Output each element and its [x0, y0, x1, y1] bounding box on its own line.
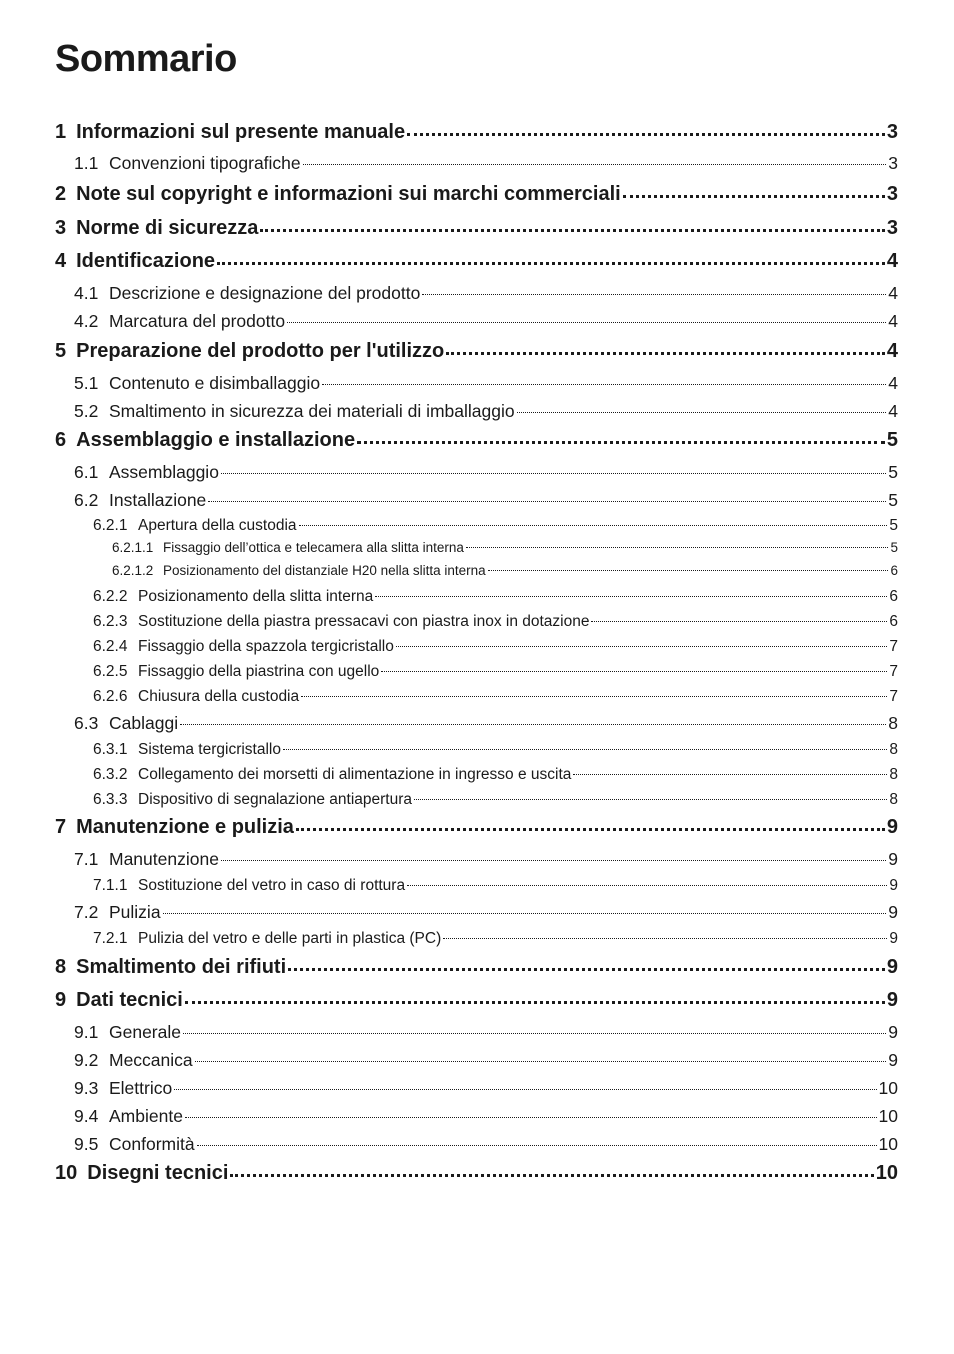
- toc-page-number: 9: [888, 848, 898, 869]
- toc-page-number: 3: [888, 152, 898, 173]
- toc-entry[interactable]: [55, 813, 898, 839]
- toc-number: 9.2: [74, 1049, 99, 1070]
- toc-number: 6.2.1.1: [112, 540, 154, 556]
- toc-entry[interactable]: [74, 1132, 898, 1155]
- toc-entry[interactable]: [74, 281, 898, 304]
- dot-leader: [283, 738, 887, 754]
- dot-leader: [466, 539, 889, 553]
- toc-entry[interactable]: [93, 514, 898, 535]
- toc-number: 6.2.1.2: [112, 563, 154, 579]
- toc-number: 5.2: [74, 400, 99, 421]
- dot-leader: [260, 214, 884, 234]
- toc-entry[interactable]: [93, 610, 898, 631]
- toc-page-number: 8: [888, 712, 898, 733]
- toc-title[interactable]: Identificazione: [76, 250, 216, 272]
- toc-title[interactable]: Dati tecnici: [76, 989, 183, 1011]
- toc-number: 6.1: [74, 461, 99, 482]
- dot-leader: [301, 685, 887, 701]
- dot-leader: [414, 788, 887, 804]
- toc-page-number: 4: [888, 282, 898, 303]
- toc-page-number: 5: [888, 461, 898, 482]
- toc-number: 6.2.6: [93, 687, 128, 705]
- dot-leader: [221, 460, 886, 478]
- toc-entry[interactable]: [74, 1048, 898, 1071]
- toc-entry[interactable]: [74, 488, 898, 511]
- dot-leader: [407, 874, 887, 890]
- toc-page-number: 9: [888, 901, 898, 922]
- toc-number: 7: [55, 816, 67, 838]
- toc-title[interactable]: Pulizia del vetro e delle parti in plastica (PC): [138, 929, 442, 947]
- dot-leader: [208, 488, 886, 506]
- toc-page-number: 9: [888, 1049, 898, 1070]
- toc-entry[interactable]: [74, 460, 898, 483]
- toc-title[interactable]: Dispositivo di segnalazione antiapertura: [138, 790, 412, 808]
- toc-title[interactable]: Assemblaggio: [109, 461, 219, 482]
- toc-number: 4: [55, 250, 67, 272]
- toc-title[interactable]: Manutenzione: [109, 848, 219, 869]
- toc-number: 6.2.2: [93, 587, 128, 605]
- dot-leader: [174, 1076, 876, 1094]
- toc-number: 6.2.1: [93, 516, 128, 534]
- dot-leader: [221, 847, 886, 865]
- dot-leader: [443, 927, 887, 943]
- toc-entry[interactable]: [74, 309, 898, 332]
- dot-leader: [185, 1104, 877, 1122]
- toc-title[interactable]: Convenzioni tipografiche: [109, 152, 301, 173]
- toc-page-number: 9: [886, 989, 898, 1011]
- toc-number: 9.4: [74, 1105, 99, 1126]
- toc-page-number: 8: [889, 765, 898, 783]
- dot-leader: [163, 900, 887, 918]
- dot-leader: [375, 585, 887, 601]
- dot-leader: [407, 118, 885, 138]
- toc-page-number: 6: [890, 563, 898, 579]
- toc-title[interactable]: Smaltimento in sicurezza dei materiali di imballaggio: [109, 400, 515, 421]
- dot-leader: [422, 281, 886, 299]
- toc-title[interactable]: Informazioni sul presente manuale: [76, 121, 406, 143]
- toc-title[interactable]: Posizionamento della slitta interna: [138, 587, 374, 605]
- toc-title[interactable]: Norme di sicurezza: [76, 217, 259, 239]
- toc-page-number: 8: [889, 740, 898, 758]
- dot-leader: [217, 247, 885, 267]
- toc-entry[interactable]: [74, 1104, 898, 1127]
- toc-entry[interactable]: [93, 738, 898, 759]
- toc-entry[interactable]: [55, 118, 898, 144]
- toc-entry[interactable]: [93, 788, 898, 809]
- dot-leader: [230, 1159, 873, 1179]
- toc-entry[interactable]: [93, 763, 898, 784]
- toc-page-number: 10: [878, 1105, 898, 1126]
- toc-entry[interactable]: [74, 1076, 898, 1099]
- toc-title[interactable]: Apertura della custodia: [138, 516, 297, 534]
- dot-leader: [446, 337, 885, 357]
- toc-number: 6: [55, 429, 67, 451]
- toc-number: 6.3.2: [93, 765, 128, 783]
- toc-entry[interactable]: [55, 953, 898, 979]
- toc-title[interactable]: Cablaggi: [109, 712, 179, 733]
- dot-leader: [488, 562, 889, 576]
- dot-leader: [322, 371, 886, 389]
- toc-page-number: 9: [888, 1021, 898, 1042]
- toc-page-number: 9: [889, 929, 898, 947]
- dot-leader: [197, 1132, 877, 1150]
- toc-entry[interactable]: [74, 151, 898, 174]
- toc-page-number: 10: [875, 1162, 898, 1184]
- toc-page-number: 4: [886, 250, 898, 272]
- toc-number: 7.1: [74, 848, 99, 869]
- dot-leader: [591, 610, 887, 626]
- toc-entry[interactable]: [93, 685, 898, 706]
- toc-entry[interactable]: [93, 927, 898, 948]
- toc-page-number: 6: [889, 612, 898, 630]
- toc-number: 1: [55, 121, 67, 143]
- toc-title[interactable]: Fissaggio della piastrina con ugello: [138, 662, 380, 680]
- toc-number: 7.2: [74, 901, 99, 922]
- toc-title[interactable]: Fissaggio della spazzola tergicristallo: [138, 637, 394, 655]
- dot-leader: [303, 151, 887, 169]
- toc-number: 2: [55, 183, 67, 205]
- toc-title[interactable]: Collegamento dei morsetti di alimentazione in ingresso e uscita: [138, 765, 572, 783]
- toc-page-number: 3: [886, 121, 898, 143]
- toc-title[interactable]: Descrizione e designazione del prodotto: [109, 282, 421, 303]
- toc-title[interactable]: Smaltimento dei rifiuti: [76, 956, 287, 978]
- toc-title[interactable]: Sostituzione della piastra pressacavi con piastra inox in dotazione: [138, 612, 590, 630]
- toc-entry[interactable]: [93, 660, 898, 681]
- toc-title[interactable]: Posizionamento del distanziale H20 nella slitta interna: [163, 563, 486, 579]
- dot-leader: [180, 711, 886, 729]
- toc-title[interactable]: Conformità: [109, 1133, 195, 1154]
- toc-entry[interactable]: [55, 1159, 898, 1185]
- toc-entry[interactable]: [55, 426, 898, 452]
- toc-title[interactable]: Sistema tergicristallo: [138, 740, 281, 758]
- toc-page-number: 6: [889, 587, 898, 605]
- toc-page-number: 9: [889, 876, 898, 894]
- toc-entry[interactable]: [93, 635, 898, 656]
- toc-number: 6.2.3: [93, 612, 128, 630]
- toc-number: 8: [55, 956, 67, 978]
- toc-number: 6.2.5: [93, 662, 128, 680]
- dot-leader: [623, 180, 885, 200]
- toc-page-number: 4: [888, 310, 898, 331]
- toc-page-number: 7: [889, 637, 898, 655]
- toc-page-number: 5: [889, 516, 898, 534]
- toc-page-number: 9: [886, 956, 898, 978]
- toc-title[interactable]: Installazione: [109, 489, 207, 510]
- toc-title[interactable]: Sostituzione del vetro in caso di rottura: [138, 876, 406, 894]
- toc-entry[interactable]: [55, 180, 898, 206]
- toc-title[interactable]: Preparazione del prodotto per l'utilizzo: [76, 340, 445, 362]
- toc-number: 1.1: [74, 152, 99, 173]
- toc-number: 6.3: [74, 712, 99, 733]
- toc-entry[interactable]: [74, 399, 898, 422]
- toc-number: 6.3.1: [93, 740, 128, 758]
- toc-page-number: 7: [889, 662, 898, 680]
- toc-entry[interactable]: [74, 900, 898, 923]
- toc-title[interactable]: Chiusura della custodia: [138, 687, 300, 705]
- toc-page-number: 7: [889, 687, 898, 705]
- toc-title[interactable]: Ambiente: [109, 1105, 183, 1126]
- toc-entry[interactable]: [74, 1020, 898, 1043]
- toc-number: 9: [55, 989, 67, 1011]
- page-title: Sommario: [55, 38, 237, 80]
- toc-title[interactable]: Contenuto e disimballaggio: [109, 372, 321, 393]
- dot-leader: [288, 953, 885, 973]
- toc-number: 9.5: [74, 1133, 99, 1154]
- toc-number: 5.1: [74, 372, 99, 393]
- dot-leader: [185, 986, 885, 1006]
- toc-number: 6.2.4: [93, 637, 128, 655]
- toc-page-number: 10: [878, 1077, 898, 1098]
- toc-number: 6.2: [74, 489, 99, 510]
- toc-title[interactable]: Assemblaggio e installazione: [76, 429, 356, 451]
- toc-title[interactable]: Meccanica: [109, 1049, 193, 1070]
- toc-title[interactable]: Elettrico: [109, 1077, 173, 1098]
- toc-title[interactable]: Disegni tecnici: [87, 1162, 229, 1184]
- dot-leader: [299, 514, 888, 530]
- toc-page-number: 4: [888, 400, 898, 421]
- toc-entry[interactable]: [74, 847, 898, 870]
- toc-number: 6.3.3: [93, 790, 128, 808]
- toc-entry[interactable]: [93, 585, 898, 606]
- toc-entry[interactable]: [74, 371, 898, 394]
- toc-number: 9.3: [74, 1077, 99, 1098]
- toc-page-number: 4: [888, 372, 898, 393]
- toc-title[interactable]: Fissaggio dell’ottica e telecamera alla slitta interna: [163, 540, 464, 556]
- toc-entry[interactable]: [55, 337, 898, 363]
- toc-page-number: 4: [886, 340, 898, 362]
- dot-leader: [195, 1048, 887, 1066]
- toc-page-number: 3: [886, 217, 898, 239]
- toc-title[interactable]: Manutenzione e pulizia: [76, 816, 294, 838]
- toc-number: 9.1: [74, 1021, 99, 1042]
- toc-page-number: 5: [886, 429, 898, 451]
- toc-title[interactable]: Pulizia: [109, 901, 161, 922]
- toc-number: 4.1: [74, 282, 99, 303]
- dot-leader: [381, 660, 887, 676]
- toc-entry[interactable]: [93, 874, 898, 895]
- dot-leader: [396, 635, 888, 651]
- toc-entry[interactable]: [74, 711, 898, 734]
- toc-title[interactable]: Generale: [109, 1021, 181, 1042]
- toc-page-number: 5: [890, 540, 898, 556]
- toc-page-number: 3: [886, 183, 898, 205]
- toc-title[interactable]: Marcatura del prodotto: [109, 310, 286, 331]
- toc-page-number: 5: [888, 489, 898, 510]
- dot-leader: [357, 426, 885, 446]
- toc-entry[interactable]: [112, 562, 898, 579]
- dot-leader: [517, 399, 887, 417]
- toc-number: 5: [55, 340, 67, 362]
- toc-number: 7.2.1: [93, 929, 128, 947]
- toc-number: 3: [55, 217, 67, 239]
- toc-page-number: 8: [889, 790, 898, 808]
- toc-number: 4.2: [74, 310, 99, 331]
- toc-entry[interactable]: [55, 247, 898, 273]
- toc-title[interactable]: Note sul copyright e informazioni sui marchi commerciali: [76, 183, 621, 205]
- dot-leader: [287, 309, 886, 327]
- toc-number: 10: [55, 1162, 78, 1184]
- toc-number: 7.1.1: [93, 876, 128, 894]
- toc-page-number: 9: [886, 816, 898, 838]
- dot-leader: [296, 813, 885, 833]
- toc-entry[interactable]: [55, 214, 898, 240]
- toc-page-number: 10: [878, 1133, 898, 1154]
- dot-leader: [573, 763, 887, 779]
- toc-entry[interactable]: [112, 539, 898, 556]
- dot-leader: [183, 1020, 886, 1038]
- toc-entry[interactable]: [55, 986, 898, 1012]
